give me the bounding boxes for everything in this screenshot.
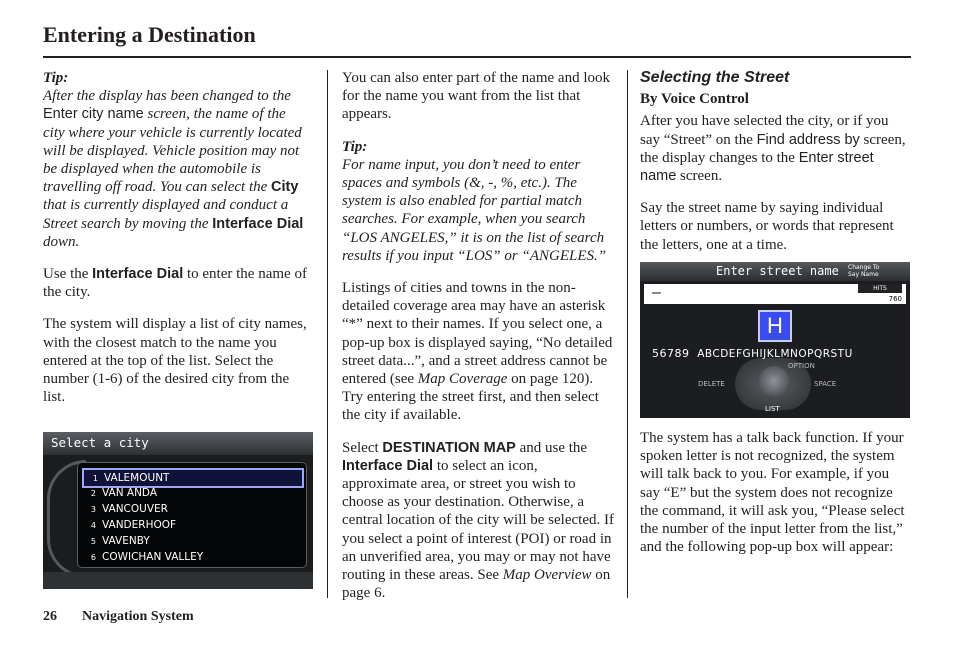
tip-text: For name input, you don’t need to enter spaces and symbols (&, -, %, etc.). The system is also enabled for partial match searches. For example, when you search “LOS ANGELES,” it is on the list of search results if you input “LOS” or “ANGELES.” bbox=[342, 156, 607, 264]
select-city-screenshot bbox=[43, 432, 313, 589]
paragraph: The system will display a list of city names, with the closest match to the name you entered at the top of the list. Select the number (1-6) of the desired city from the list. bbox=[43, 316, 307, 406]
column-2 bbox=[342, 69, 614, 602]
paragraph: Listings of cities and towns in the non-detailed coverage area may have an asterisk “*” next to their names. If you select one, a pop-up box is displayed saying, “No detailed street data...”, and a street address cannot be entered (see Map Coverage on page 120). Try entering the street first, and then select the city if available. bbox=[342, 280, 613, 424]
list-item: 6 COWICHAN VALLEY bbox=[90, 551, 204, 563]
paragraph: Select DESTINATION MAP and use the Interface Dial to select an icon, approximate area, or street you wish to choose as your destination. Otherwise, a central location of the city will be selected. If you select a point of interest (POI) or road in an unverified area, you may or may not have routing in these areas. See Map Overview on page 6. bbox=[342, 439, 614, 602]
character-row: 56789 ABCDEFGHIJKLMNOPQRSTU bbox=[652, 347, 853, 360]
footer-section: Navigation System bbox=[82, 609, 194, 624]
column-1 bbox=[43, 69, 308, 406]
option-label: OPTION bbox=[788, 362, 815, 370]
change-to-say-name: Change To Say Name bbox=[848, 264, 880, 278]
list-label: LIST bbox=[765, 405, 780, 413]
dial-knob bbox=[759, 366, 789, 396]
selected-letter: H bbox=[758, 310, 792, 342]
delete-label: DELETE bbox=[698, 380, 725, 388]
list-item: 1 VALEMOUNT bbox=[82, 468, 304, 488]
column-divider-1 bbox=[327, 70, 328, 598]
page-number: 26 bbox=[43, 609, 57, 624]
header-rule bbox=[43, 56, 911, 58]
column-3 bbox=[640, 69, 912, 254]
screen-title: Enter street name bbox=[716, 264, 839, 278]
list-item: 3 VANCOUVER bbox=[90, 503, 168, 515]
space-label: SPACE bbox=[814, 380, 837, 388]
tip-label: Tip: bbox=[342, 138, 368, 155]
screen-bottom-bar bbox=[43, 572, 313, 589]
paragraph: After you have selected the city, or if you say “Street” on the Find address by screen, the display changes to the Enter street name screen. bbox=[640, 113, 906, 185]
city-list bbox=[77, 462, 307, 568]
paragraph: You can also enter part of the name and look for the name you want from the list that appears. bbox=[342, 70, 610, 123]
list-item: 2 VAN ANDA bbox=[90, 487, 158, 499]
enter-street-screenshot bbox=[640, 262, 910, 418]
list-item: 5 VAVENBY bbox=[90, 535, 150, 547]
section-heading: Selecting the Street bbox=[640, 69, 790, 86]
paragraph: Say the street name by saying individual letters or numbers, or words that represent the letters, one at a time. bbox=[640, 200, 894, 253]
page-title: Entering a Destination bbox=[43, 22, 256, 47]
hits-counter: HITS 760 bbox=[858, 284, 902, 304]
subheading: By Voice Control bbox=[640, 91, 749, 108]
list-item: 4 VANDERHOOF bbox=[90, 519, 177, 531]
screen-title: Select a city bbox=[51, 435, 149, 450]
column-divider-2 bbox=[627, 70, 628, 598]
tip-label: Tip: bbox=[43, 70, 69, 86]
tip-text: After the display has been changed to the Enter city name screen, the name of the city where your vehicle is currently located will be displayed. Vehicle position may not be displayed when the automobile is travelling off road. You can select the City that is currently displayed and conduct a Street search by moving the Interface Dial down. bbox=[43, 88, 304, 250]
street-input-field: – bbox=[644, 284, 906, 304]
column-3-lower bbox=[640, 429, 912, 556]
paragraph: The system has a talk back function. If your spoken letter is not recognized, the system will talk back to you. For example, if you say “E” but the system does not recognize the command, it will ask you, “Please select the number of the input letter from the list,” and the following pop-up box will appear: bbox=[640, 430, 905, 556]
paragraph: Use the Interface Dial to enter the name of the city. bbox=[43, 266, 307, 301]
